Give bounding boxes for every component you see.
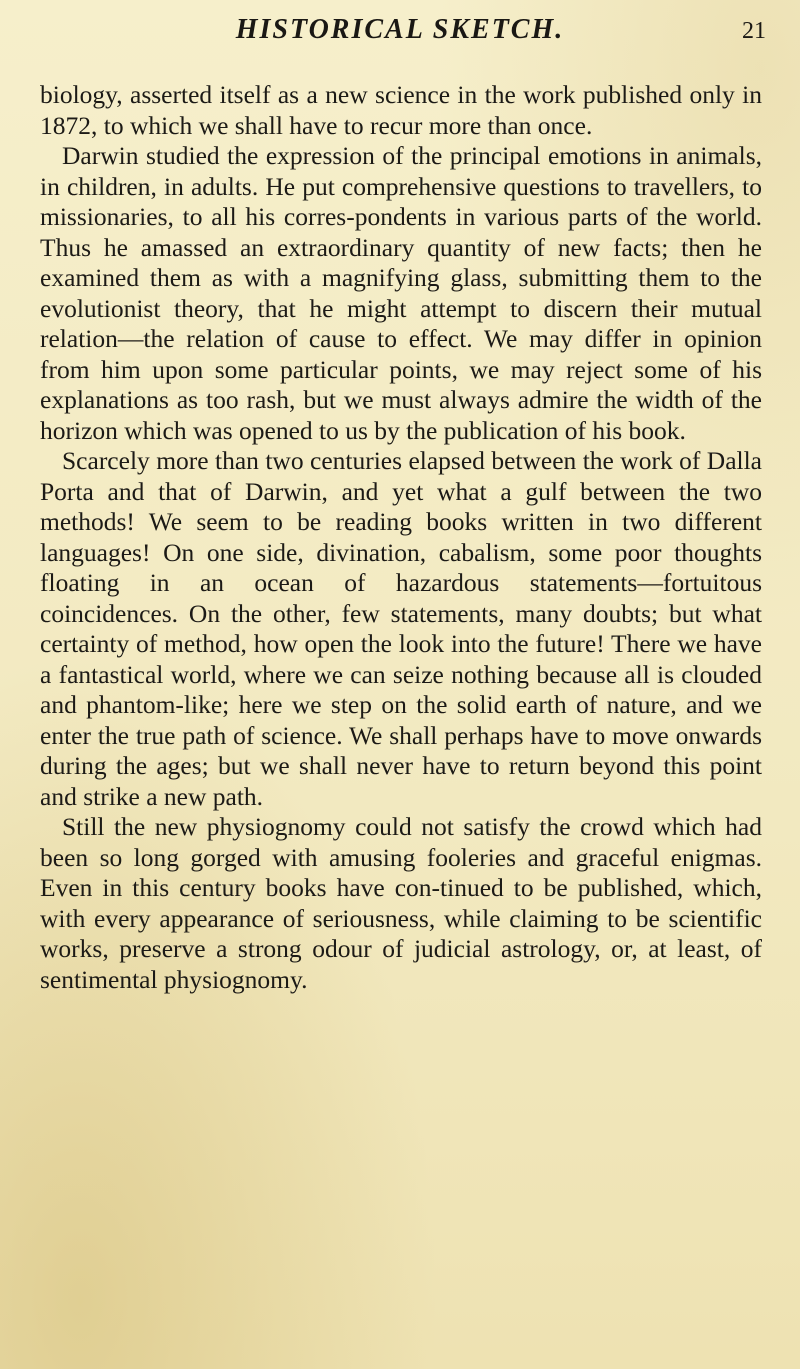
paragraph-darwin-study: Darwin studied the expression of the principal emotions in animals, in children, in adults. He put comprehensive questions to travellers, to missionaries, to all his corres-pondents in various parts of the world. Thus he amassed an extraordinary quantity of new facts; then he examined them as with a magnifying glass, submitting them to the evolutionist theory, that he might attempt to discern their mutual relation—the relation of cause to effect. We may differ in opinion from him upon some particular points, we may reject some of his explanations as too rash, but we must always admire the width of the horizon which was opened to us by the publication of his book. — [40, 141, 762, 445]
page-number: 21 — [742, 18, 766, 44]
paragraph-new-physiognomy: Still the new physiognomy could not satisfy the crowd which had been so long gorged with amusing fooleries and graceful enigmas. Even in this century books have con-tinued to be published, which, with every appearance of seriousness, while claiming to be scientific works, preserve a strong odour of judicial astrology, or, at least, of sentimental physiognomy. — [40, 812, 762, 994]
running-title: HISTORICAL SKETCH. — [235, 14, 565, 45]
paragraph-continuation: biology, asserted itself as a new science in the work published only in 1872, to which we shall have to recur more than once. — [40, 80, 762, 140]
running-head — [0, 14, 800, 54]
body-text — [40, 80, 762, 995]
paragraph-two-methods: Scarcely more than two centuries elapsed between the work of Dalla Porta and that of Darwin, and yet what a gulf between the two methods! We seem to be reading books written in two different languages! On one side, divination, cabalism, some poor thoughts floating in an ocean of hazardous statements—fortuitous coincidences. On the other, few statements, many doubts; but what certainty of method, how open the look into the future! There we have a fantastical world, where we can seize nothing because all is clouded and phantom-like; here we step on the solid earth of nature, and we enter the true path of science. We shall perhaps have to move onwards during the ages; but we shall never have to return beyond this point and strike a new path. — [40, 446, 762, 811]
